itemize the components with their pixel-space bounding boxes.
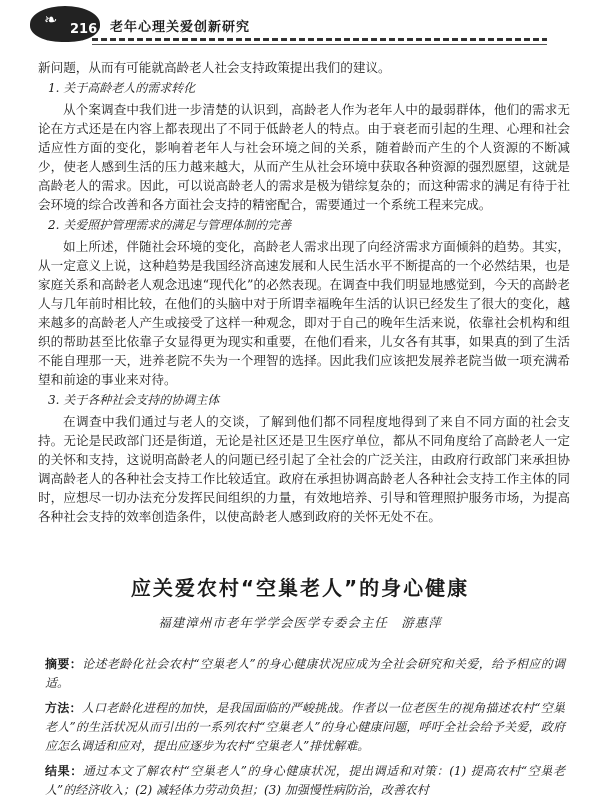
method-text: 人口老龄化进程的加快，是我国面临的严峻挑战。作者以一位老医生的视角描述农村“空巢老人”的生活状况从而引出的一系列农村“空巢老人”的身心健康问题，呼吁全社会给予关爱，政府应怎么调适和应对，提出应逐步为农村“空巢老人”排忧解难。	[45, 701, 565, 753]
page-number: 216	[70, 22, 98, 37]
section-paragraph-2: 如上所述，伴随社会环境的变化，高龄老人需求出现了向经济需求方面倾斜的趋势。其实，从一定意义上说，这种趋势是我国经济高速发展和人民生活水平不断提高的一个必然结果，也是家庭关系和高龄老人观念迅速“现代化”的必然表现。在调查中我们明显地感觉到，今天的高龄老人与几年前时相比较，在他们的头脑中对于所谓幸福晚年生活的认识已经发生了很大的变化，越来越多的高龄老人产生或接受了这样一种观念，即对于自己的晚年生活来说，依靠社会机构和组织的帮助甚至比依靠子女显得更为现实和重要，在他们看来，儿女各有其事，如果真的到了生活不能自理那一天，进养老院不失为一个理智的选择。因此我们应该把发展养老院当做一项充满希望和前途的事业来对待。	[38, 239, 570, 387]
section-paragraph-3: 在调查中我们通过与老人的交谈，了解到他们都不同程度地得到了来自不同方面的社会支持。无论是民政部门还是街道，无论是社区还是卫生医疗单位，都从不同角度给了高龄老人一定的关怀和支持，这说明高龄老人的问题已经引起了全社会的广泛关注，由政府行政部门来承担协调高龄老人的各种社会支持工作比较适宜。政府在承担协调高龄老人各种社会支持工作主体的同时，应想尽一切办法充分发挥民间组织的力量，有效地培养、引导和管理照护服务市场，为提高各种社会支持的效率创造条件，以使高龄老人感到政府的关怀无处不在。	[38, 414, 570, 524]
abstract-label: 摘要：	[45, 657, 83, 671]
method-label: 方法：	[45, 701, 82, 715]
article-byline: 福建漳州市老年学学会医学专委会主任 游惠萍	[158, 615, 442, 630]
journal-title: 老年心理关爱创新研究	[110, 20, 251, 35]
header-rule	[92, 38, 547, 41]
article-abstract	[45, 655, 565, 806]
abstract-paragraph	[45, 655, 565, 693]
result-paragraph	[45, 762, 565, 800]
section-paragraph-1: 从个案调查中我们进一步清楚的认识到，高龄老人作为老年人中的最弱群体，他们的需求无论在方式还是在内容上都表现出了不同于低龄老人的特点。由于衰老而引起的生理、心理和社会适应性方面的变化，影响着老年人与社会环境之间的关系，随着龄而产生的个人资源的不断减少，使老人感到生活的压力越来越大，从而产生从社会环境中获取各种资源的强烈愿望，这就是高龄老人的需求。因此，可以说高龄老人的需求是极为错综复杂的；而这种需求的满足有待于社会环境的综合改善和各方面社会支持的精密配合，需要通过一个系统工程来完成。	[38, 102, 570, 212]
continued-paragraph: 新问题，从而有可能就高龄老人社会支持政策提出我们的建议。	[38, 60, 391, 75]
abstract-text: 论述老龄化社会农村“空巢老人”的身心健康状况应成为全社会研究和关爱，给予相应的调适。	[45, 657, 565, 690]
journal-logo	[30, 6, 100, 42]
body-text	[38, 58, 570, 526]
article-title: 应关爱农村“空巢老人”的身心健康	[130, 576, 470, 600]
page-header	[0, 0, 600, 56]
section-heading-2: 2. 关爱照护管理需求的满足与管理体制的完善	[48, 218, 292, 232]
result-label: 结果：	[45, 764, 83, 778]
section-heading-1: 1. 关于高龄老人的需求转化	[48, 81, 196, 95]
method-paragraph	[45, 699, 565, 756]
section-heading-3: 3. 关于各种社会支持的协调主体	[48, 393, 220, 407]
result-text: 通过本文了解农村“空巢老人”的身心健康状况，提出调适和对策：(1) 提高农村“空巢老人”的经济收入；(2) 减轻体力劳动负担；(3) 加强慢性病防治，改善农村	[45, 764, 565, 797]
header-rule-thin	[92, 44, 547, 45]
bird-icon: ❧	[44, 10, 58, 29]
